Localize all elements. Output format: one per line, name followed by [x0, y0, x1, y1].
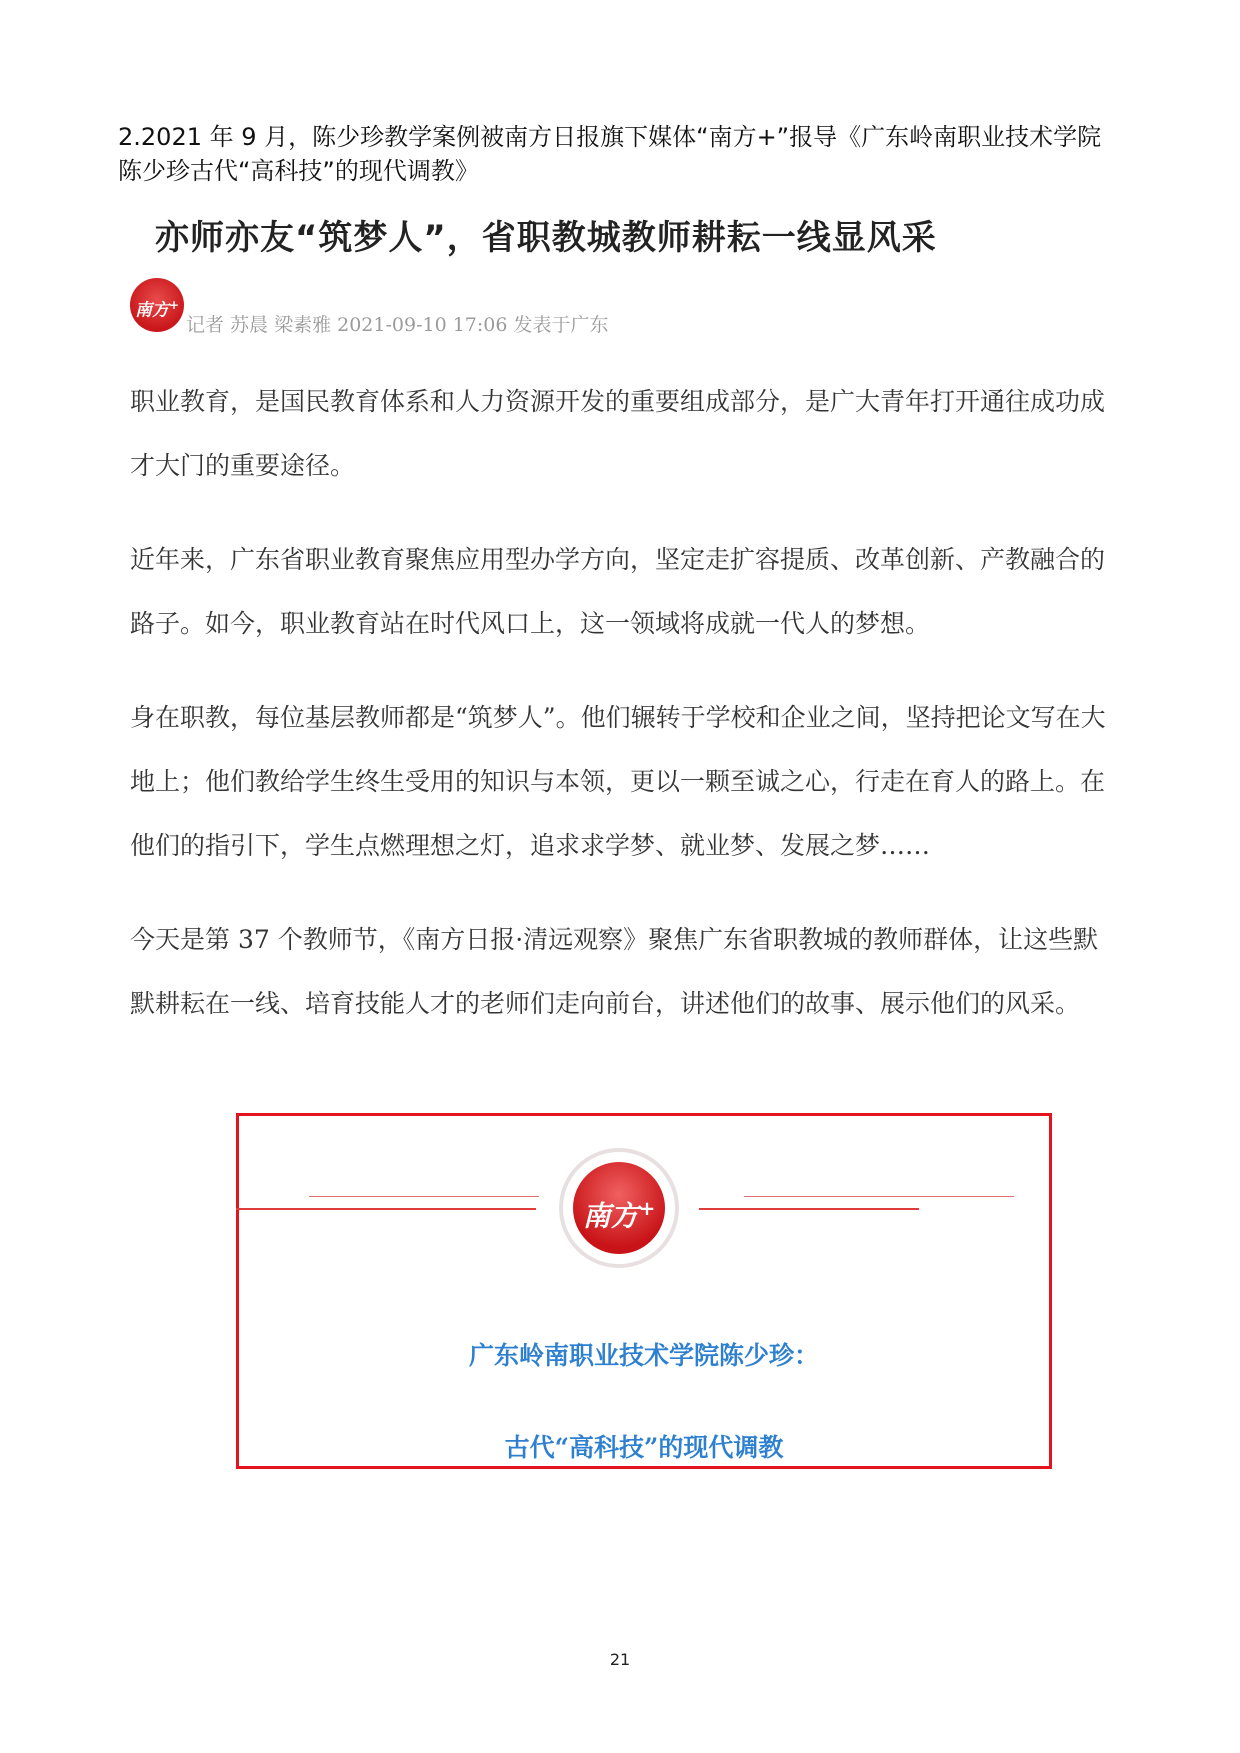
intro-text [118, 120, 1128, 188]
page-number: 21 [609, 1650, 631, 1669]
paragraph-1: 职业教育，是国民教育体系和人力资源开发的重要组成部分，是广大青年打开通往成功成才大门的重要途径。 [130, 387, 1106, 480]
paragraph-4: 今天是第 37 个教师节，《南方日报·清远观察》聚焦广东省职教城的教师群体，让这些默默耕耘在一线、培育技能人才的老师们走向前台，讲述他们的故事、展示他们的风采。 [130, 925, 1099, 1018]
article-body [130, 370, 1115, 1066]
byline-row [130, 278, 830, 338]
right-decorative-thin-line [744, 1196, 1014, 1197]
left-decorative-line [236, 1208, 536, 1210]
paragraph-3: 身在职教，每位基层教师都是“筑梦人”。他们辗转于学校和企业之间，坚持把论文写在大地上；他们教给学生终生受用的知识与本领，更以一颗至诚之心，行走在育人的路上。在他们的指引下，学生点燃理想之灯，追求求学梦、就业梦、发展之梦…… [130, 703, 1106, 860]
article-byline: 记者 苏晨 梁素雅 2021-09-10 17:06 发表于广东 [186, 314, 609, 336]
nanfang-logo-icon: 南方+ [130, 278, 184, 332]
card-title-line-2: 古代“高科技”的现代调教 [504, 1433, 784, 1462]
intro-line-1: 2.2021 年 9 月，陈少珍教学案例被南方日报旗下媒体“南方+”报导《广东岭南职业技术学院 [118, 123, 1102, 151]
intro-line-2: 陈少珍古代“高科技”的现代调教》 [118, 157, 479, 185]
article-card[interactable] [236, 1113, 1052, 1469]
card-title-line-1: 广东岭南职业技术学院陈少珍： [468, 1341, 819, 1370]
paragraph-2: 近年来，广东省职业教育聚焦应用型办学方向，坚定走扩容提质、改革创新、产教融合的路子。如今，职业教育站在时代风口上，这一领域将成就一代人的梦想。 [130, 545, 1106, 638]
right-decorative-line [699, 1208, 919, 1210]
article-headline: 亦师亦友“筑梦人”，省职教城教师耕耘一线显风采 [155, 218, 937, 258]
nanfang-card-logo-icon: 南方+ [559, 1148, 679, 1268]
left-decorative-thin-line [309, 1196, 539, 1197]
